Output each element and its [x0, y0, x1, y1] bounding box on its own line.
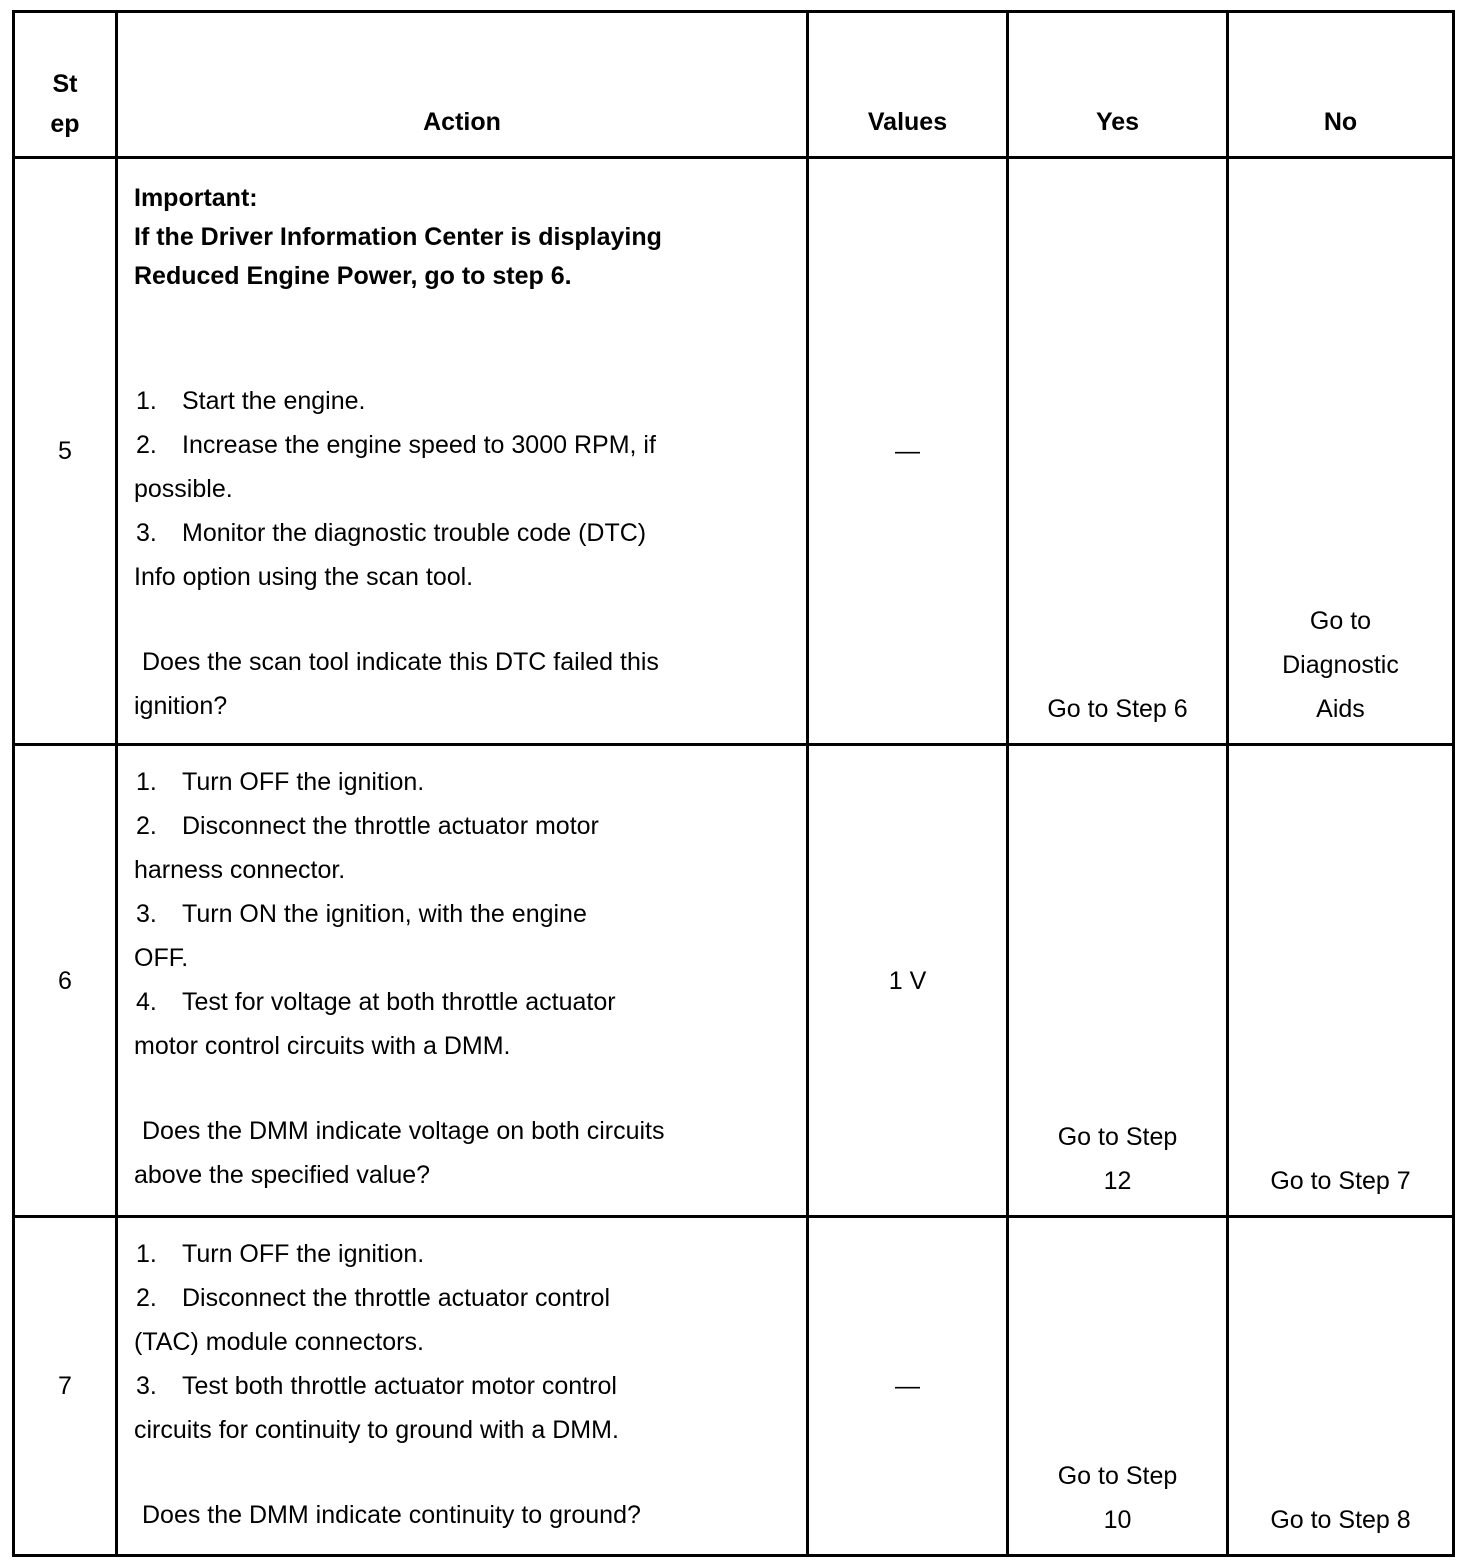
list-item — [134, 1232, 790, 1276]
list-item-number: 3. — [136, 519, 157, 547]
list-item-number: 3. — [136, 1372, 157, 1400]
list-item-number: 1. — [136, 387, 157, 415]
list-item-text: Turn OFF the ignition. — [182, 768, 425, 796]
table-row — [14, 1217, 1454, 1556]
list-item-number: 4. — [136, 988, 157, 1016]
step-number: 6 — [14, 745, 117, 1217]
yes-text-line: Go to Step 6 — [1047, 695, 1188, 723]
question-line: above the specified value? — [134, 1161, 431, 1189]
list-item-text: Disconnect the throttle actuator control — [182, 1284, 611, 1312]
question-line: Does the DMM indicate voltage on both circuits — [142, 1117, 665, 1145]
list-item-number: 1. — [136, 768, 157, 796]
no-text-line: Aids — [1316, 695, 1365, 723]
important-text-line: Reduced Engine Power, go to step 6. — [134, 262, 572, 290]
header-values: Values — [808, 12, 1008, 158]
list-item — [134, 760, 790, 804]
important-note — [134, 179, 790, 296]
list-item-continuation: Info option using the scan tool. — [134, 563, 474, 591]
list-item-text: Turn ON the ignition, with the engine — [182, 900, 587, 928]
list-item-text: Increase the engine speed to 3000 RPM, if — [182, 431, 656, 459]
list-item-number: 2. — [136, 431, 157, 459]
list-item-number: 3. — [136, 900, 157, 928]
no-text-line: Diagnostic — [1282, 651, 1399, 679]
list-item — [134, 1364, 790, 1452]
no-cell — [1228, 745, 1454, 1217]
header-step-line2: ep — [50, 110, 80, 138]
action-cell — [117, 745, 808, 1217]
no-text-line: Go to Step 7 — [1270, 1167, 1411, 1195]
list-item-text: Test for voltage at both throttle actuator — [182, 988, 616, 1016]
yes-text-line: 10 — [1103, 1506, 1132, 1534]
list-item-text: Monitor the diagnostic trouble code (DTC) — [182, 519, 647, 547]
list-item — [134, 511, 790, 599]
list-item-text: Start the engine. — [182, 387, 366, 415]
list-item-text: Test both throttle actuator motor control — [182, 1372, 617, 1400]
list-item — [134, 892, 790, 980]
list-item-number: 1. — [136, 1240, 157, 1268]
action-steps-list — [134, 379, 790, 599]
question-text — [134, 1109, 790, 1197]
action-cell — [117, 158, 808, 745]
yes-text-line: 12 — [1103, 1167, 1132, 1195]
list-item — [134, 804, 790, 892]
no-cell — [1228, 1217, 1454, 1556]
list-item — [134, 1276, 790, 1364]
list-item-continuation: motor control circuits with a DMM. — [134, 1032, 511, 1060]
values-cell: 1 V — [808, 745, 1008, 1217]
header-action: Action — [117, 12, 808, 158]
values-cell: — — [808, 158, 1008, 745]
header-no: No — [1228, 12, 1454, 158]
yes-cell — [1008, 158, 1228, 745]
list-item-continuation: harness connector. — [134, 856, 346, 884]
list-item — [134, 980, 790, 1068]
yes-cell — [1008, 745, 1228, 1217]
important-title: Important: — [134, 184, 258, 212]
list-item — [134, 423, 790, 511]
list-item — [134, 379, 790, 423]
table-row — [14, 745, 1454, 1217]
list-item-number: 2. — [136, 1284, 157, 1312]
no-cell — [1228, 158, 1454, 745]
header-step — [14, 12, 117, 158]
action-cell — [117, 1217, 808, 1556]
list-item-number: 2. — [136, 812, 157, 840]
yes-text-line: Go to Step — [1057, 1123, 1178, 1151]
table-row — [14, 158, 1454, 745]
yes-cell — [1008, 1217, 1228, 1556]
list-item-text: Disconnect the throttle actuator motor — [182, 812, 599, 840]
step-number: 7 — [14, 1217, 117, 1556]
no-text-line: Go to Step 8 — [1270, 1506, 1411, 1534]
question-text — [134, 1493, 790, 1537]
header-yes: Yes — [1008, 12, 1228, 158]
question-text — [134, 640, 790, 728]
list-item-continuation: (TAC) module connectors. — [134, 1328, 424, 1356]
question-line: Does the scan tool indicate this DTC failed this — [142, 648, 659, 676]
table-header-row — [14, 12, 1454, 158]
list-item-continuation: possible. — [134, 475, 233, 503]
important-text-line: If the Driver Information Center is displaying — [134, 223, 662, 251]
list-item-continuation: circuits for continuity to ground with a DMM. — [134, 1416, 619, 1444]
action-steps-list — [134, 760, 790, 1068]
diagnostic-table — [12, 10, 1455, 1557]
yes-text-line: Go to Step — [1057, 1462, 1178, 1490]
question-line: ignition? — [134, 692, 228, 720]
action-steps-list — [134, 1232, 790, 1452]
header-step-line1: St — [52, 70, 78, 98]
no-text-line: Go to — [1309, 607, 1372, 635]
step-number: 5 — [14, 158, 117, 745]
question-line: Does the DMM indicate continuity to ground? — [142, 1501, 641, 1529]
values-cell: — — [808, 1217, 1008, 1556]
list-item-text: Turn OFF the ignition. — [182, 1240, 425, 1268]
list-item-continuation: OFF. — [134, 944, 189, 972]
